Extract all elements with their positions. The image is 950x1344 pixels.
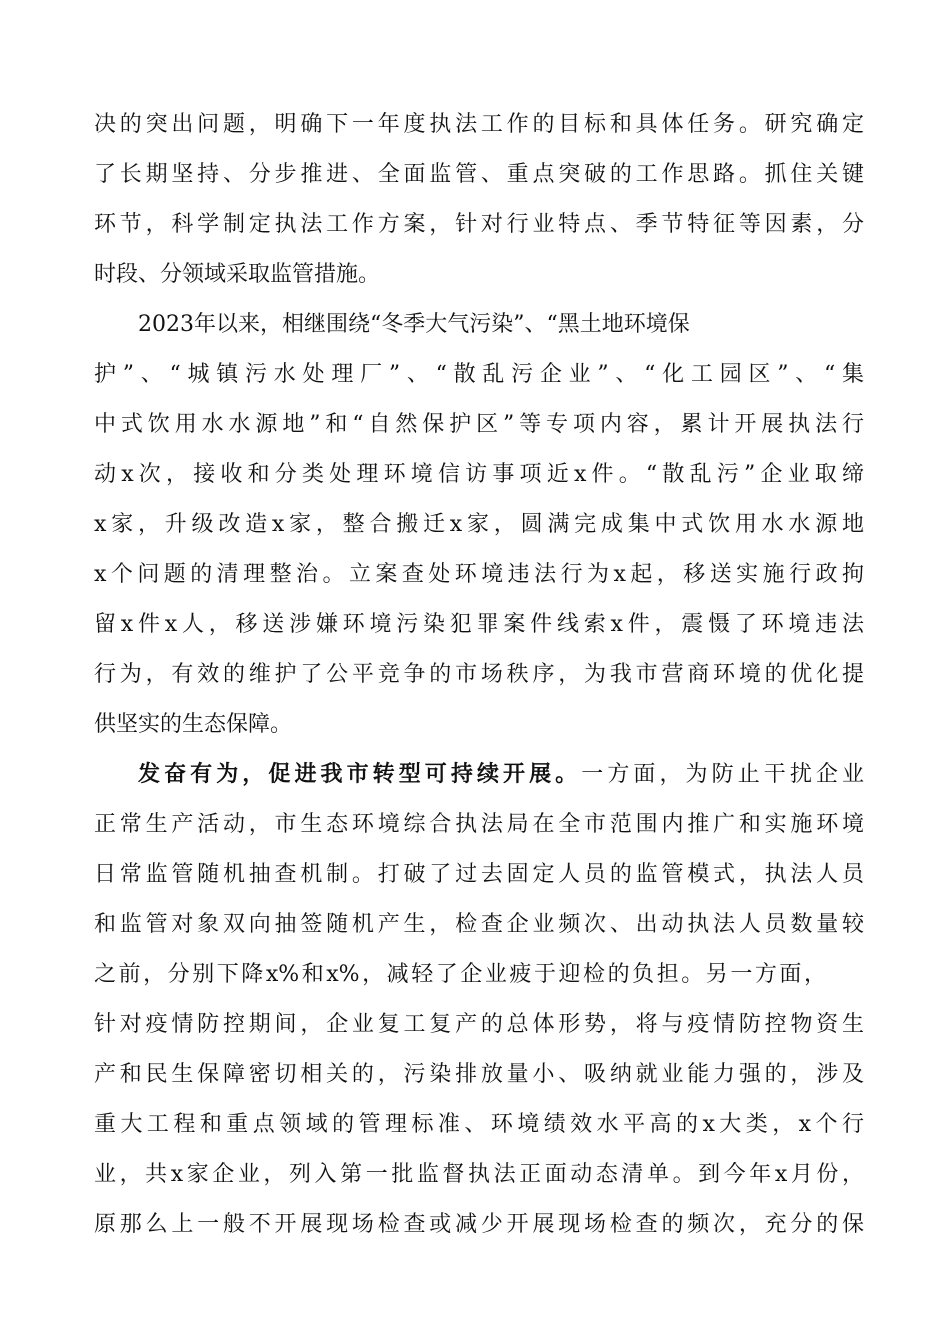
paragraph-2-line-8: 行为，有效的维护了公平竞争的市场秩序，为我市营商环境的优化提	[94, 662, 864, 687]
paragraph-3-line-2: 正常生产活动，市生态环境综合执法局在全市范围内推广和实施环境	[94, 812, 864, 837]
paragraph-2-line-4: 动x次，接收和分类处理环境信访事项近x件。“散乱污”企业取缔	[94, 462, 864, 487]
paragraph-2-line-1: 2023年以来，相继围绕“冬季大气污染”、“黑土地环境保	[138, 312, 690, 337]
paragraph-3-heading: 发奋有为，促进我市转型可持续开展。	[138, 762, 582, 787]
paragraph-1-line-3: 环节，科学制定执法工作方案，针对行业特点、季节特征等因素，分	[94, 212, 864, 237]
paragraph-2-line-6: x个问题的清理整治。立案查处环境违法行为x起，移送实施行政拘	[94, 562, 864, 587]
paragraph-3-first-rest: 一方面，为防止干扰企业	[581, 762, 864, 787]
paragraph-3-line-10: 原那么上一般不开展现场检查或减少开展现场检查的频次，充分的保	[94, 1212, 864, 1237]
paragraph-1-line-4: 时段、分领域采取监管措施。	[94, 262, 381, 287]
paragraph-3-line-9: 业，共x家企业，列入第一批监督执法正面动态清单。到今年x月份，	[94, 1162, 864, 1187]
paragraph-2-line-2: 护”、“城镇污水处理厂”、“散乱污企业”、“化工园区”、“集	[94, 362, 864, 387]
paragraph-1-line-1: 决的突出问题，明确下一年度执法工作的目标和具体任务。研究确定	[94, 112, 864, 137]
paragraph-3-line-4: 和监管对象双向抽签随机产生，检查企业频次、出动执法人员数量较	[94, 912, 864, 937]
paragraph-1-line-2: 了长期坚持、分步推进、全面监管、重点突破的工作思路。抓住关键	[94, 162, 864, 187]
paragraph-2-line-7: 留x件x人，移送涉嫌环境污染犯罪案件线索x件，震慑了环境违法	[94, 612, 864, 637]
paragraph-2-line-5: x家，升级改造x家，整合搬迁x家，圆满完成集中式饮用水水源地	[94, 512, 864, 537]
paragraph-3-line-6: 针对疫情防控期间，企业复工复产的总体形势，将与疫情防控物资生	[94, 1012, 864, 1037]
paragraph-3-line-1	[138, 755, 864, 795]
paragraph-3-line-8: 重大工程和重点领域的管理标准、环境绩效水平高的x大类，x个行	[94, 1112, 864, 1137]
paragraph-2-line-9: 供坚实的生态保障。	[94, 712, 293, 737]
paragraph-3-line-5: 之前，分别下降x%和x%，减轻了企业疲于迎检的负担。另一方面，	[94, 962, 826, 987]
paragraph-3-line-3: 日常监管随机抽查机制。打破了过去固定人员的监管模式，执法人员	[94, 862, 864, 887]
paragraph-3-line-7: 产和民生保障密切相关的，污染排放量小、吸纳就业能力强的，涉及	[94, 1062, 864, 1087]
paragraph-2-line-3: 中式饮用水水源地”和“自然保护区”等专项内容，累计开展执法行	[94, 412, 864, 437]
